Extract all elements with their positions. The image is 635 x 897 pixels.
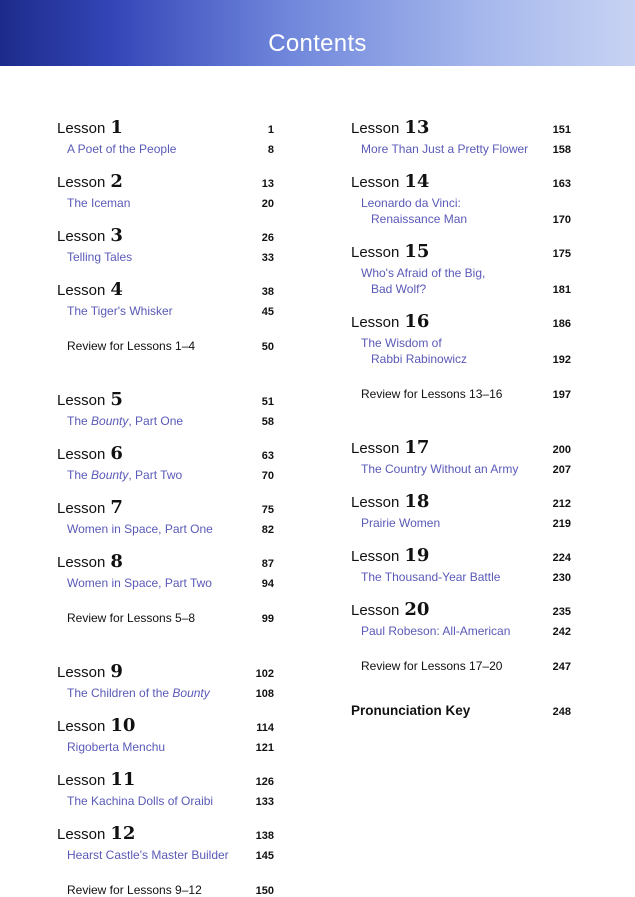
page-number: 38 — [261, 286, 274, 298]
page-title: Contents — [268, 30, 367, 57]
lesson-heading[interactable] — [57, 497, 274, 518]
lesson-entry — [57, 225, 274, 265]
story-entry[interactable] — [351, 569, 571, 585]
story-title: Hearst Castle's Master Builder — [67, 848, 229, 862]
lesson-label: Lesson — [57, 282, 106, 299]
lesson-heading[interactable] — [57, 551, 274, 572]
lesson-number: 7 — [110, 497, 123, 518]
page-number: 170 — [552, 214, 571, 226]
lesson-label: Lesson — [57, 554, 106, 571]
lesson-entry — [57, 279, 274, 319]
lesson-heading[interactable] — [57, 117, 274, 138]
story-title: The Bounty, Part Two — [67, 468, 183, 482]
page-number: 8 — [267, 144, 274, 156]
lesson-heading[interactable] — [57, 823, 274, 844]
page-number: 1 — [267, 124, 274, 136]
story-title-line1: Leonardo da Vinci: — [361, 196, 461, 210]
lesson-entry — [57, 389, 274, 429]
story-title-line1: The Wisdom of — [361, 336, 442, 350]
toc-left-column — [57, 117, 274, 897]
lesson-number: 12 — [110, 823, 136, 844]
page-number: 224 — [552, 552, 571, 564]
page-number: 247 — [552, 661, 571, 673]
lesson-heading[interactable] — [57, 225, 274, 246]
story-title-line2: Rabbi Rabinowicz — [371, 352, 468, 366]
story-entry[interactable] — [351, 141, 571, 157]
lesson-entry — [57, 715, 274, 755]
lesson-label: Lesson — [57, 500, 106, 517]
review-entry[interactable] — [57, 339, 274, 353]
story-title: Rigoberta Menchu — [67, 740, 166, 754]
page-number: 99 — [261, 613, 274, 625]
lesson-number: 20 — [404, 599, 430, 620]
story-title: Telling Tales — [67, 250, 133, 264]
lesson-entry — [351, 117, 571, 157]
lesson-label: Lesson — [351, 602, 400, 619]
lesson-entry — [351, 241, 571, 297]
review-entry[interactable] — [57, 883, 274, 897]
story-title: The Thousand-Year Battle — [361, 570, 501, 584]
lesson-entry — [351, 599, 571, 639]
story-entry[interactable] — [57, 685, 274, 701]
review-entry[interactable] — [351, 659, 571, 673]
page-number: 138 — [255, 830, 274, 842]
page-number: 150 — [255, 885, 274, 897]
page-number: 192 — [552, 354, 571, 366]
story-entry[interactable] — [351, 515, 571, 531]
lesson-heading[interactable] — [351, 117, 571, 138]
page-number: 181 — [552, 284, 571, 296]
page-number: 102 — [255, 668, 274, 680]
lesson-heading[interactable] — [351, 599, 571, 620]
lesson-heading[interactable] — [351, 241, 571, 262]
lesson-entry — [351, 491, 571, 531]
page-number: 75 — [261, 504, 274, 516]
lesson-label: Lesson — [57, 826, 106, 843]
story-entry[interactable] — [57, 793, 274, 809]
page-number: 58 — [261, 416, 274, 428]
lesson-number: 16 — [404, 311, 430, 332]
lesson-number: 4 — [110, 279, 123, 300]
story-entry[interactable] — [57, 847, 274, 863]
lesson-entry — [351, 545, 571, 585]
page-number: 197 — [552, 389, 571, 401]
page-number: 158 — [552, 144, 571, 156]
page-number: 87 — [261, 558, 274, 570]
story-entry[interactable] — [351, 623, 571, 639]
lesson-entry — [57, 823, 274, 863]
lesson-heading[interactable] — [57, 279, 274, 300]
story-entry[interactable] — [57, 521, 274, 537]
story-title: More Than Just a Pretty Flower — [361, 142, 529, 156]
story-entry[interactable] — [57, 467, 274, 483]
story-title: The Bounty, Part One — [67, 414, 184, 428]
story-entry[interactable] — [351, 335, 571, 367]
page-number: 230 — [552, 572, 571, 584]
story-entry[interactable] — [57, 739, 274, 755]
story-entry[interactable] — [57, 195, 274, 211]
lesson-label: Lesson — [351, 244, 400, 261]
story-title: The Tiger's Whisker — [67, 304, 173, 318]
review-entry[interactable] — [351, 387, 571, 401]
lesson-entry — [351, 437, 571, 477]
lesson-number: 15 — [404, 241, 430, 262]
lesson-label: Lesson — [351, 174, 400, 191]
page-number: 94 — [261, 578, 274, 590]
page-number: 151 — [552, 124, 571, 136]
page-number: 26 — [261, 232, 274, 244]
page-number: 63 — [261, 450, 274, 462]
page-number: 242 — [552, 626, 571, 638]
page-number: 175 — [552, 248, 571, 260]
page-number: 133 — [255, 796, 274, 808]
story-title: Women in Space, Part One — [67, 522, 213, 536]
story-entry[interactable] — [351, 195, 571, 227]
lesson-heading[interactable] — [57, 661, 274, 682]
lesson-label: Lesson — [351, 548, 400, 565]
review-label: Review for Lessons 1–4 — [67, 339, 196, 353]
header-banner — [0, 0, 635, 66]
page-number: 13 — [261, 178, 274, 190]
story-entry[interactable] — [57, 141, 274, 157]
lesson-number: 19 — [404, 545, 430, 566]
lesson-label: Lesson — [57, 718, 106, 735]
lesson-number: 6 — [110, 443, 123, 464]
lesson-entry — [57, 551, 274, 591]
story-title: A Poet of the People — [67, 142, 177, 156]
lesson-number: 3 — [110, 225, 123, 246]
story-title: The Kachina Dolls of Oraibi — [67, 794, 214, 808]
lesson-label: Lesson — [57, 392, 106, 409]
page-number: 200 — [552, 444, 571, 456]
page-number: 82 — [261, 524, 274, 536]
lesson-entry — [57, 171, 274, 211]
pronunciation-key-label: Pronunciation Key — [351, 703, 471, 718]
story-title: Prairie Women — [361, 516, 441, 530]
lesson-number: 1 — [110, 117, 123, 138]
page-number: 51 — [261, 396, 274, 408]
lesson-heading[interactable] — [351, 491, 571, 512]
lesson-label: Lesson — [57, 772, 106, 789]
page-number: 219 — [552, 518, 571, 530]
story-title-line2: Bad Wolf? — [371, 282, 427, 296]
story-title-line2: Renaissance Man — [371, 212, 468, 226]
lesson-label: Lesson — [57, 664, 106, 681]
lesson-label: Lesson — [351, 440, 400, 457]
lesson-entry — [57, 769, 274, 809]
lesson-number: 5 — [110, 389, 123, 410]
page-number: 70 — [261, 470, 274, 482]
lesson-number: 14 — [404, 171, 430, 192]
page-number: 126 — [255, 776, 274, 788]
lesson-heading[interactable] — [57, 389, 274, 410]
lesson-entry — [57, 497, 274, 537]
review-label: Review for Lessons 13–16 — [361, 387, 503, 401]
review-label: Review for Lessons 9–12 — [67, 883, 202, 897]
story-entry[interactable] — [351, 461, 571, 477]
lesson-entry — [351, 171, 571, 227]
lesson-heading[interactable] — [351, 171, 571, 192]
lesson-number: 11 — [110, 769, 136, 790]
lesson-number: 18 — [404, 491, 430, 512]
lesson-number: 13 — [404, 117, 430, 138]
story-entry[interactable] — [57, 303, 274, 319]
page-number: 163 — [552, 178, 571, 190]
lesson-label: Lesson — [57, 174, 106, 191]
page-number: 50 — [261, 341, 274, 353]
lesson-heading[interactable] — [351, 311, 571, 332]
lesson-label: Lesson — [57, 120, 106, 137]
lesson-entry — [57, 443, 274, 483]
lesson-heading[interactable] — [351, 545, 571, 566]
story-title: Paul Robeson: All-American — [361, 624, 511, 638]
page-number: 145 — [255, 850, 274, 862]
lesson-heading[interactable] — [57, 171, 274, 192]
page-number: 248 — [552, 706, 571, 718]
page-number: 207 — [552, 464, 571, 476]
story-title: The Iceman — [67, 196, 131, 210]
lesson-heading[interactable] — [57, 443, 274, 464]
lesson-number: 8 — [110, 551, 123, 572]
lesson-number: 10 — [110, 715, 136, 736]
story-title: Women in Space, Part Two — [67, 576, 212, 590]
toc-right-column — [351, 117, 571, 718]
lesson-heading[interactable] — [351, 437, 571, 458]
story-title-line1: Who's Afraid of the Big, — [361, 266, 486, 280]
review-label: Review for Lessons 17–20 — [361, 659, 503, 673]
lesson-label: Lesson — [57, 446, 106, 463]
story-title: The Country Without an Army — [361, 462, 519, 476]
page-number: 235 — [552, 606, 571, 618]
story-entry[interactable] — [57, 413, 274, 429]
review-entry[interactable] — [57, 611, 274, 625]
lesson-label: Lesson — [57, 228, 106, 245]
lesson-label: Lesson — [351, 494, 400, 511]
lesson-entry — [57, 661, 274, 701]
story-entry[interactable] — [57, 249, 274, 265]
page-number: 20 — [261, 198, 274, 210]
lesson-number: 17 — [404, 437, 430, 458]
story-entry[interactable] — [57, 575, 274, 591]
page-number: 108 — [255, 688, 274, 700]
lesson-entry — [351, 311, 571, 367]
lesson-number: 2 — [110, 171, 123, 192]
lesson-heading[interactable] — [57, 715, 274, 736]
lesson-number: 9 — [110, 661, 123, 682]
page-number: 186 — [552, 318, 571, 330]
page-number: 33 — [261, 252, 274, 264]
story-title: The Children of the Bounty — [67, 686, 210, 700]
story-entry[interactable] — [351, 265, 571, 297]
page-number: 121 — [255, 742, 274, 754]
page-number: 45 — [261, 306, 274, 318]
lesson-entry — [57, 117, 274, 157]
page-number: 212 — [552, 498, 571, 510]
lesson-heading[interactable] — [57, 769, 274, 790]
lesson-label: Lesson — [351, 120, 400, 137]
page-number: 114 — [256, 722, 274, 734]
review-label: Review for Lessons 5–8 — [67, 611, 196, 625]
lesson-label: Lesson — [351, 314, 400, 331]
pronunciation-key-entry[interactable] — [351, 703, 571, 718]
